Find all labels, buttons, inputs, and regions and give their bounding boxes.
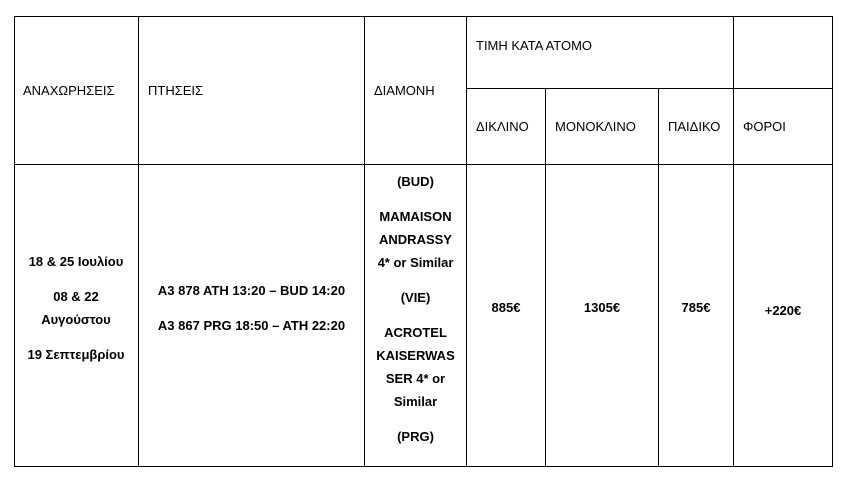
departures-cell (14, 165, 138, 466)
flight-outbound: A3 878 ATH 13:20 – BUD 14:20 (157, 283, 346, 298)
hotel-budapest-line: 4* or Similar (377, 255, 454, 270)
header-accommodation-label: ΔΙΑΜΟΝΗ (374, 83, 435, 98)
header-price-per-person-label: ΤΙΜΗ ΚΑΤΑ ΑΤΟΜΟ (476, 37, 593, 53)
hotel-vienna-line: ACROTEL (384, 325, 447, 340)
hotel-budapest-line: MAMAISON (379, 209, 452, 224)
flight-return: A3 867 PRG 18:50 – ATH 22:20 (157, 318, 346, 333)
price-child: 785€ (681, 300, 711, 315)
city-code-prg: (PRG) (397, 429, 434, 444)
hotel-budapest-line: ANDRASSY (379, 232, 452, 247)
price-single: 1305€ (583, 300, 621, 315)
city-code-bud: (BUD) (397, 174, 434, 189)
header-flights (139, 17, 364, 164)
departure-dates-august-month: Αυγούστου (41, 312, 111, 327)
taxes-cell (734, 165, 832, 455)
header-child-label: ΠΑΙΔΙΚΟ (668, 119, 721, 134)
table-border-right (832, 16, 833, 467)
taxes-amount: +220€ (764, 302, 802, 318)
price-single-cell (546, 165, 658, 450)
header-single-label: ΜΟΝΟΚΛΙΝΟ (555, 119, 636, 134)
flights-cell (139, 165, 364, 466)
header-double-label: ΔΙΚΛΙΝΟ (476, 119, 529, 134)
accommodation-cell (365, 165, 466, 466)
hotel-vienna-line: SER 4* or (385, 371, 446, 386)
header-flights-label: ΠΤΗΣΕΙΣ (148, 83, 204, 98)
price-double-cell (467, 165, 545, 450)
header-taxes (734, 89, 832, 164)
table-border-bottom (14, 466, 833, 467)
header-child (659, 89, 733, 164)
header-departures (14, 17, 138, 164)
header-double (467, 89, 545, 164)
hotel-vienna-line: KAISERWAS (376, 348, 455, 363)
header-accommodation (365, 17, 466, 164)
city-code-vie: (VIE) (400, 290, 431, 305)
departure-dates-august-days: 08 & 22 (53, 289, 99, 304)
price-double: 885€ (491, 300, 521, 315)
price-child-cell (659, 165, 733, 450)
header-departures-label: ΑΝΑΧΩΡΗΣΕΙΣ (23, 83, 115, 98)
header-taxes-label: ΦΟΡΟΙ (743, 119, 786, 134)
header-price-per-person (467, 17, 733, 73)
departure-dates-september: 19 Σεπτεμβρίου (27, 347, 125, 362)
hotel-vienna-line: Similar (393, 394, 438, 409)
departure-dates-july: 18 & 25 Ιουλίου (28, 254, 124, 269)
header-single (546, 89, 658, 164)
